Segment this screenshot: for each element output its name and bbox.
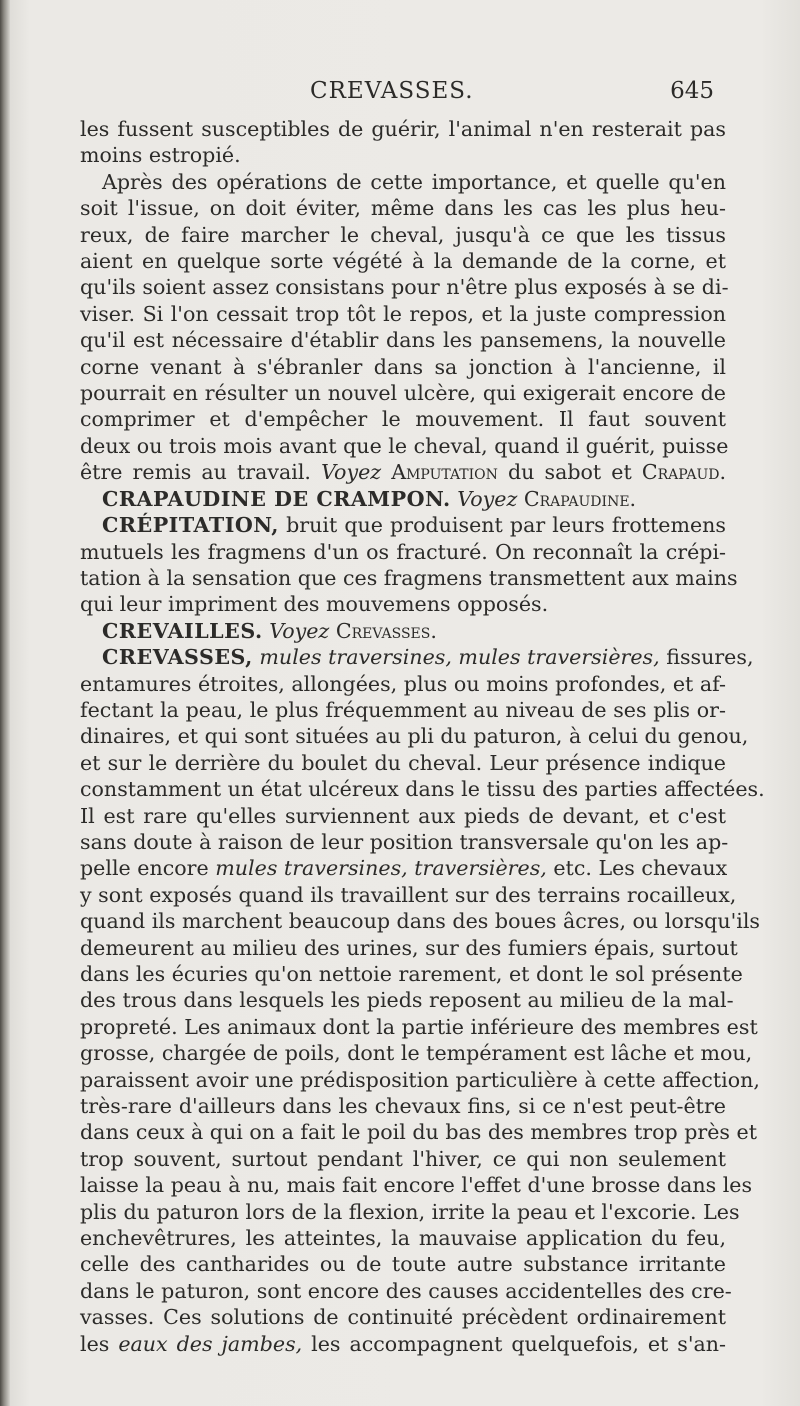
text-run: les	[80, 1331, 110, 1356]
entry-heading: CRÉPITATION,	[102, 513, 279, 538]
entry-heading: CREVAILLES.	[102, 618, 263, 643]
entry-heading: CRAPAUDINE DE CRAMPON.	[102, 486, 451, 511]
text-line	[80, 486, 726, 512]
text-line: trop souvent, surtout pendant l'hiver, ce qui non seulement	[80, 1146, 726, 1171]
text-line: dans le paturon, sont encore des causes accidentelles des cre-	[80, 1278, 732, 1303]
text-line: celle des cantharides ou de toute autre substance irritante	[80, 1252, 726, 1277]
body-text	[80, 116, 765, 1357]
text-run: du sabot et	[507, 460, 632, 485]
text-line: paraissent avoir une prédisposition particulière à cette affection,	[80, 1067, 760, 1092]
text-line: Il est rare qu'elles surviennent aux pieds de devant, et c'est	[80, 803, 726, 828]
text-line: demeurent au milieu des urines, sur des fumiers épais, surtout	[80, 935, 738, 960]
text-line: aient en quelque sorte végété à la demande de la corne, et	[80, 249, 726, 274]
synonym-italic: mules traversines, traversières,	[215, 856, 547, 881]
text-line: fectant la peau, le plus fréquemment au niveau de ses plis or-	[80, 697, 726, 722]
text-line: les fussent susceptibles de guérir, l'animal n'en resterait pas	[80, 117, 726, 141]
text-line: dans ceux à qui on a fait le poil du bas des membres trop près et	[80, 1120, 758, 1145]
text-run: fissures,	[666, 645, 754, 670]
text-line: Après des opérations de cette importance, et quelle qu'en	[102, 169, 726, 194]
text-line: des trous dans lesquels les pieds reposent au milieu de la mal-	[80, 988, 734, 1013]
text-line: très-rare d'ailleurs dans les chevaux fins, si ce n'est peut-être	[80, 1094, 726, 1119]
text-line: plis du paturon lors de la flexion, irrite la peau et l'excorie. Les	[80, 1199, 740, 1224]
page-header	[80, 78, 720, 114]
cross-reference-target: Crapaudine.	[523, 486, 637, 511]
cross-reference-voyez: Voyez	[321, 460, 382, 485]
text-line	[80, 459, 726, 485]
text-line: pourrait en résulter un nouvel ulcère, qui exigerait encore de	[80, 381, 726, 406]
cross-reference-voyez: Voyez	[457, 486, 518, 511]
text-line: deux ou trois mois avant que le cheval, quand il guérit, puisse	[80, 433, 729, 458]
text-line: constamment un état ulcéreux dans le tissu des parties affectées.	[80, 777, 765, 802]
text-line: dans les écuries qu'on nettoie rarement, et dont le sol présente	[80, 962, 743, 986]
text-line: et sur le derrière du boulet du cheval. Leur présence indique	[80, 750, 726, 775]
text-line: mutuels les fragmens d'un os fracturé. On reconnaît la crépi-	[80, 539, 726, 564]
text-line	[80, 644, 754, 670]
text-run: bruit que produisent par leurs frottemens	[286, 513, 726, 538]
text-run: les accompagnent quelquefois, et s'an-	[311, 1331, 727, 1356]
text-line: grosse, chargée de poils, dont le tempérament est lâche et mou,	[80, 1041, 753, 1066]
cross-reference-target: Amputation	[391, 460, 498, 485]
text-line: vasses. Ces solutions de continuité précèdent ordinairement	[80, 1305, 726, 1330]
text-line	[80, 855, 726, 881]
text-line: qui leur impriment des mouvemens opposés.	[80, 592, 549, 617]
text-line: soit l'issue, on doit éviter, même dans les cas les plus heu-	[80, 196, 726, 221]
cross-reference-target: Crapaud.	[641, 460, 727, 485]
text-line: comprimer et d'empêcher le mouvement. Il faut souvent	[80, 407, 726, 432]
text-line: qu'il est nécessaire d'établir dans les pansemens, la nouvelle	[80, 328, 726, 353]
text-line: sans doute à raison de leur position transversale qu'on les ap-	[80, 829, 729, 854]
text-line	[80, 1331, 726, 1357]
page-number: 645	[670, 78, 714, 104]
text-line: laisse la peau à nu, mais fait encore l'effet d'une brosse dans les	[80, 1173, 753, 1198]
text-line: viser. Si l'on cessait trop tôt le repos, et la juste compression	[80, 301, 726, 326]
italic-term: eaux des jambes,	[118, 1331, 303, 1356]
synonym-italic: mules traversines, mules traversières,	[259, 645, 660, 670]
text-line	[80, 512, 726, 538]
text-line: enchevêtrures, les atteintes, la mauvaise application du feu,	[80, 1226, 726, 1251]
text-line	[80, 618, 726, 644]
text-line: quand ils marchent beaucoup dans des boues âcres, ou lorsqu'ils	[80, 909, 760, 934]
text-line: entamures étroites, allongées, plus ou moins profondes, et af-	[80, 671, 726, 696]
cross-reference-target: Crevasses.	[335, 618, 437, 643]
text-line: corne venant à s'ébranler dans sa jonction à l'ancienne, il	[80, 354, 726, 379]
text-line: dinaires, et qui sont situées au pli du paturon, à celui du genou,	[80, 724, 749, 749]
text-run: être remis au travail.	[80, 460, 311, 485]
running-title: CREVASSES.	[310, 78, 474, 104]
text-line: moins estropié.	[80, 143, 241, 168]
binding-edge	[0, 0, 10, 1406]
entry-heading: CREVASSES,	[102, 645, 253, 670]
text-line: y sont exposés quand ils travaillent sur des terrains rocailleux,	[80, 882, 737, 907]
text-line: qu'ils soient assez consistans pour n'être plus exposés à se di-	[80, 275, 729, 300]
text-run: etc. Les chevaux	[553, 856, 728, 881]
text-run: pelle encore	[80, 856, 209, 881]
cross-reference-voyez: Voyez	[269, 618, 330, 643]
text-line: propreté. Les animaux dont la partie inférieure des membres est	[80, 1014, 758, 1039]
text-line: tation à la sensation que ces fragmens transmettent aux mains	[80, 565, 738, 590]
text-line: reux, de faire marcher le cheval, jusqu'à ce que les tissus	[80, 222, 726, 247]
